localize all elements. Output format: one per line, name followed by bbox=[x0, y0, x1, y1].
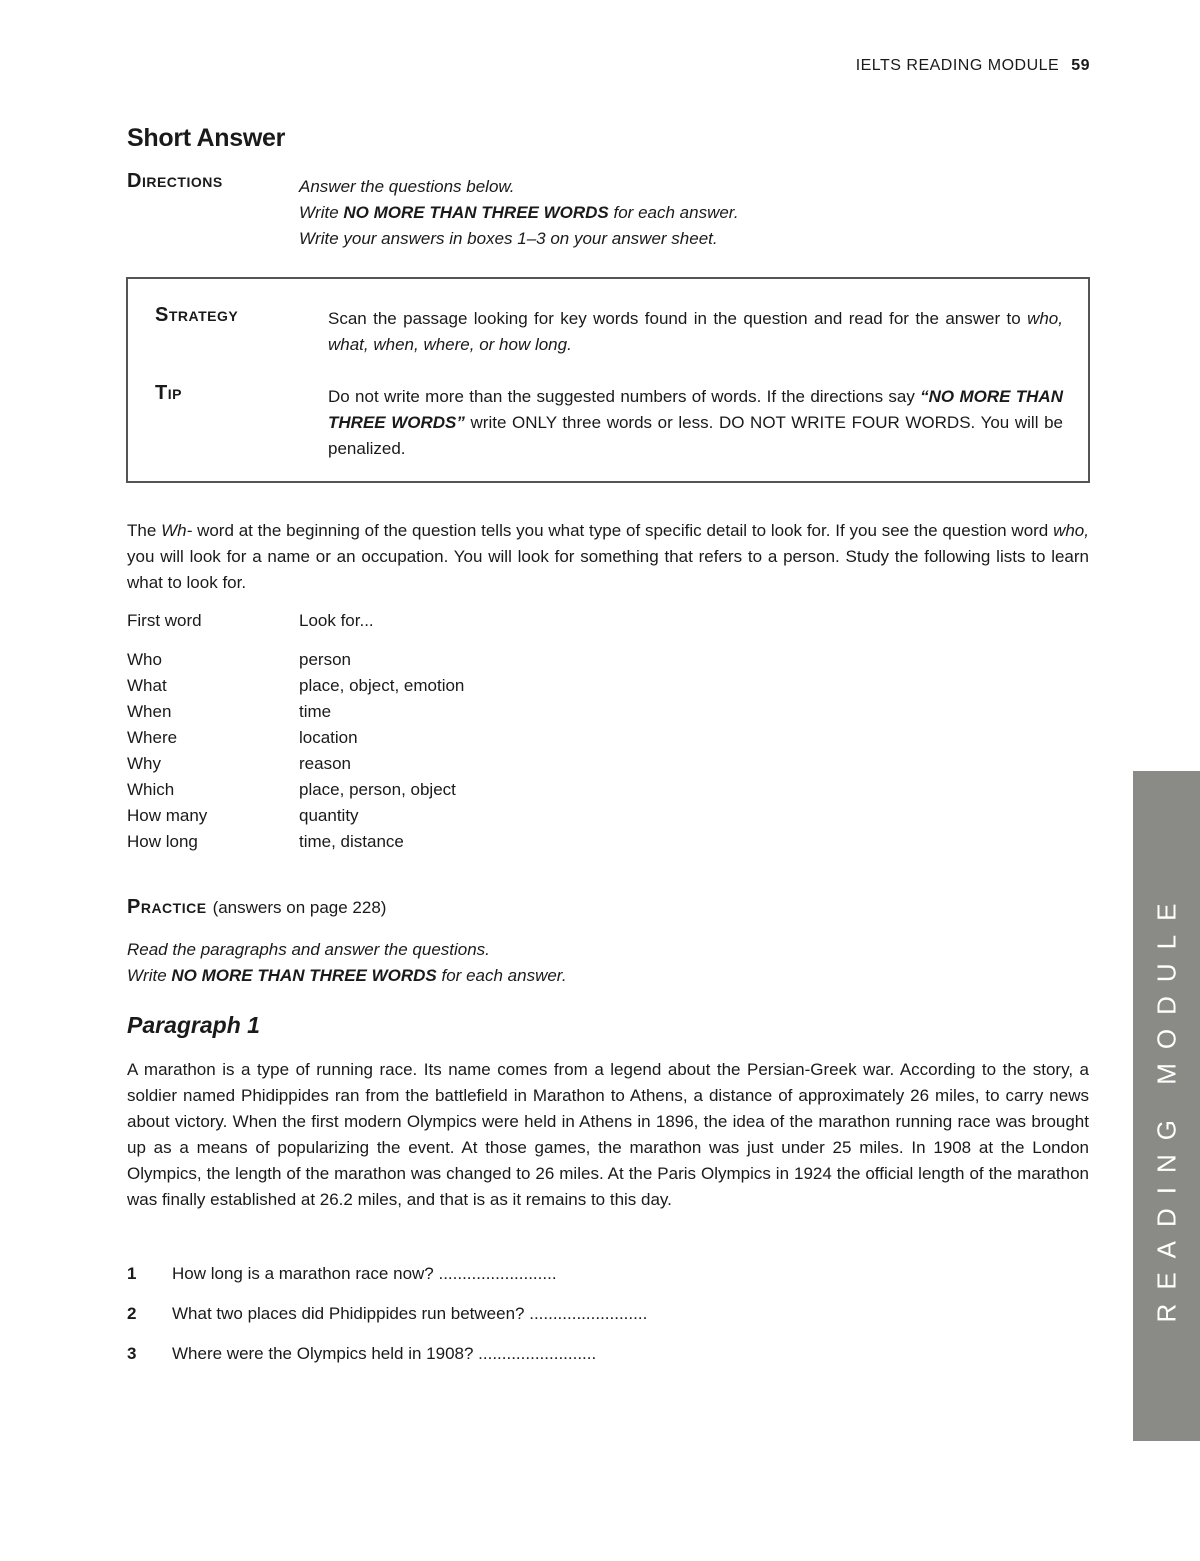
directions-label: Directions bbox=[127, 170, 223, 192]
tip-label: Tip bbox=[155, 382, 182, 404]
page-number: 59 bbox=[1071, 57, 1090, 74]
paragraph-body: A marathon is a type of running race. Its name comes from a legend about the Persian-Greek war. According to the story, a soldier named Phidippides ran from the battlefield in Marathon to Athens, a distance of approximately 26 miles, to carry news about victory. When the first modern Olympics were held in Athens in 1896, the idea of the marathon running race was brought up as a means of popularizing the event. At those games, the marathon was just under 25 miles. In 1908 at the London Olympics, the length of the marathon was changed to 26 miles. At the Paris Olympics in 1924 the official length of the marathon was finally established at 26.2 miles, and that is as it remains to this day. bbox=[127, 1060, 1089, 1209]
table-row: Why reason bbox=[127, 754, 351, 773]
side-section-tab bbox=[1133, 771, 1200, 1441]
directions-text bbox=[299, 174, 739, 252]
directions-line-1: Answer the questions below. bbox=[299, 177, 515, 196]
table-row: How many quantity bbox=[127, 806, 359, 825]
strategy-box bbox=[126, 277, 1090, 483]
strategy-label: Strategy bbox=[155, 304, 239, 326]
paragraph-heading: Paragraph 1 bbox=[127, 1012, 260, 1038]
practice-label: Practice bbox=[127, 896, 207, 918]
question-item: 2 What two places did Phidippides run between? ......................... bbox=[127, 1304, 648, 1323]
column-header-first-word: First word bbox=[127, 611, 202, 630]
intro-paragraph: The Wh- word at the beginning of the question tells you what type of specific detail to look for. If you see the question word who, you will look for a name or an occupation. You will look for something that refers to a person. Study the following lists to learn what to look for. bbox=[127, 521, 1089, 592]
directions-line-2: Write NO MORE THAN THREE WORDS for each answer. bbox=[299, 203, 739, 222]
wh-word-table bbox=[127, 608, 464, 855]
question-item: 1 How long is a marathon race now? ......................... bbox=[127, 1264, 557, 1283]
table-row: Where location bbox=[127, 728, 358, 747]
directions-line-3: Write your answers in boxes 1–3 on your answer sheet. bbox=[299, 229, 718, 248]
table-row: Who person bbox=[127, 650, 351, 669]
question-item: 3 Where were the Olympics held in 1908? ......................... bbox=[127, 1344, 597, 1363]
strategy-text: Scan the passage looking for key words found in the question and read for the answer to who, what, when, where, or how long. bbox=[328, 309, 1063, 354]
column-header-look-for: Look for... bbox=[299, 611, 374, 630]
table-row: What place, object, emotion bbox=[127, 676, 465, 695]
side-tab-label: READING MODULE bbox=[1151, 889, 1181, 1323]
practice-line-2: Write NO MORE THAN THREE WORDS for each answer. bbox=[127, 966, 567, 985]
running-title: IELTS READING MODULE bbox=[855, 57, 1060, 74]
tip-text: Do not write more than the suggested numbers of words. If the directions say “NO MORE THAN THREE WORDS” write ONLY three words or less. DO NOT WRITE FOUR WORDS. You will be penalized. bbox=[328, 387, 1063, 458]
table-row: How long time, distance bbox=[127, 832, 404, 851]
wh-table-header bbox=[127, 608, 464, 634]
table-row: When time bbox=[127, 702, 332, 721]
practice-line-1: Read the paragraphs and answer the questions. bbox=[127, 940, 490, 959]
table-row: Which place, person, object bbox=[127, 780, 456, 799]
question-list bbox=[127, 1264, 647, 1384]
section-title: Short Answer bbox=[127, 124, 285, 152]
practice-heading bbox=[127, 896, 386, 919]
practice-note: (answers on page 228) bbox=[212, 898, 387, 917]
running-header bbox=[856, 57, 1090, 75]
practice-instructions bbox=[127, 937, 567, 989]
